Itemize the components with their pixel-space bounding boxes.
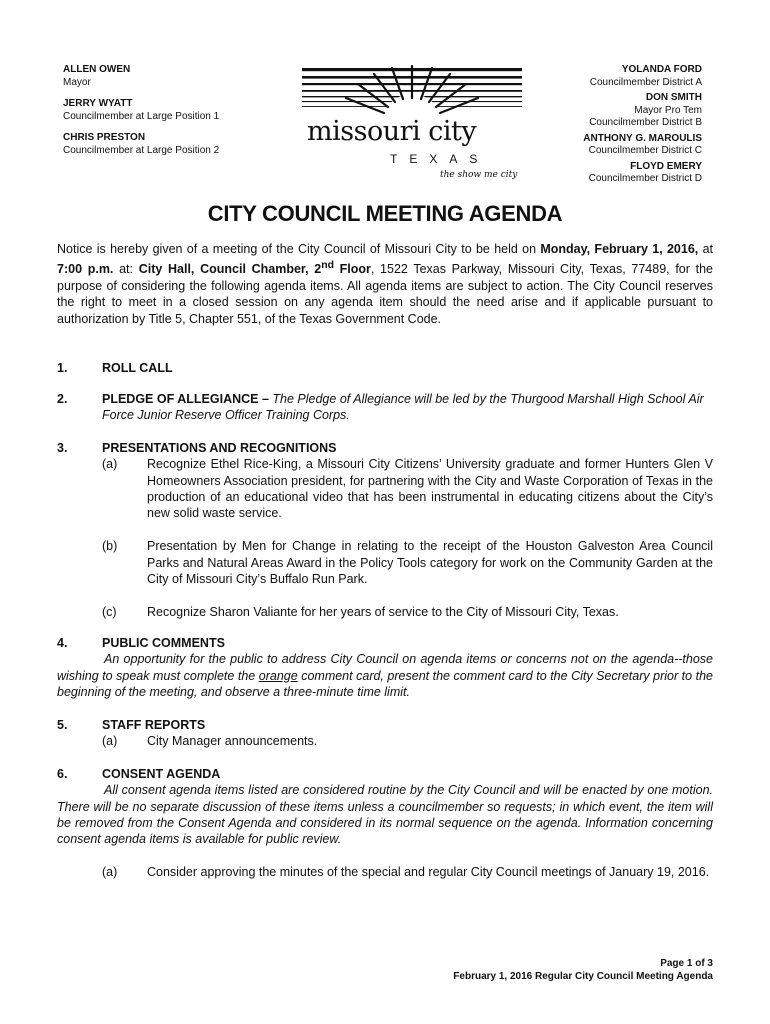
sub-item <box>57 604 713 620</box>
agenda-item <box>57 766 713 881</box>
council-right-column <box>482 64 702 186</box>
sub-item-text: City Manager announcements. <box>147 734 318 749</box>
sub-item-letter: (a) <box>102 865 118 880</box>
item-description-text: comment card, present the comment card to the City Secretary prior to the beginning of the meeting, and observe a three-minute time limit. <box>57 668 713 699</box>
sub-item-text: Recognize Sharon Valiante for her years of service to the City of Missouri City, Texas. <box>147 605 619 620</box>
council-member <box>482 161 702 186</box>
item-heading: PRESENTATIONS AND RECOGNITIONS <box>102 441 337 455</box>
council-member <box>63 132 293 157</box>
meeting-time: 7:00 p.m. <box>57 261 114 276</box>
sub-item-letter: (a) <box>102 734 118 749</box>
agenda-item <box>57 360 713 376</box>
page-title: CITY COUNCIL MEETING AGENDA <box>207 201 563 226</box>
member-name: ALLEN OWEN <box>63 64 131 75</box>
sub-item-text: Presentation by Men for Change in relating to the receipt of the Houston Galveston Area Council Parks and Natural Areas Award in the Policy Tools category for work on the Community Garden at the City of Missouri City’s Buffalo Run Park. <box>147 539 713 587</box>
council-member <box>482 92 702 130</box>
notice-text: Notice is hereby given of a meeting of the City Council of Missouri City to be held on <box>57 242 541 256</box>
notice-text: , 1522 Texas Parkway, Missouri City, Texas, 77489, for the purpose of considering the following agenda items. All agenda items are subject to action. The City Council reserves the right to meet in a closed session on any agenda item should the need arise and if applicable pursuant to authorization by Title 5, Chapter 551, of the Texas Government Code. <box>57 261 713 326</box>
item-number: 6. <box>57 767 68 781</box>
council-member <box>63 98 293 123</box>
sub-item-text: Recognize Ethel Rice-King, a Missouri City Citizens’ University graduate and former Hunters Glen V Homeowners Association president, for partnering with the City and Waste Corporation of Texas in the production of an educational video that has been instrumental in educating citizens about the City’s new solid waste service. <box>147 457 713 521</box>
item-heading: ROLL CALL <box>102 361 173 375</box>
item-heading: PUBLIC COMMENTS <box>102 636 225 650</box>
meeting-place <box>138 259 371 276</box>
member-name: JERRY WYATT <box>63 98 133 109</box>
agenda-item <box>57 440 713 621</box>
item-heading: PLEDGE OF ALLEGIANCE – <box>102 392 269 406</box>
member-role: Councilmember District C <box>588 145 702 156</box>
council-member <box>482 64 702 89</box>
item-description: All consent agenda items listed are considered routine by the City Council and will be enacted by one motion. There will be no separate discussion of these items unless a councilmember so requests; in which event, the item will be removed from the Consent Agenda and considered in its normal sequence on the agenda. Information concerning consent agenda items is available for public review. <box>57 783 713 847</box>
sub-item-letter: (a) <box>102 457 118 472</box>
item-number: 3. <box>57 441 68 455</box>
item-number: 4. <box>57 636 68 650</box>
page-footer <box>453 957 713 983</box>
sub-item <box>57 538 713 587</box>
member-role-secondary: Councilmember District B <box>589 117 702 128</box>
agenda-item <box>57 717 713 750</box>
council-left-column <box>63 64 293 166</box>
member-role: Councilmember at Large Position 2 <box>63 144 220 156</box>
sub-item-text: Consider approving the minutes of the special and regular City Council meetings of January 19, 2016. <box>147 865 710 880</box>
item-heading: CONSENT AGENDA <box>102 767 221 781</box>
sub-item <box>57 864 713 880</box>
item-number: 2. <box>57 392 68 406</box>
member-name: YOLANDA FORD <box>621 64 702 75</box>
item-description-text: An opportunity for the public to address City Council on agenda items or concerns not on the agenda--those wishing to speak must complete the <box>57 652 713 683</box>
member-role: Councilmember District D <box>588 173 702 184</box>
member-role: Mayor <box>63 76 91 88</box>
notice-text: at: <box>113 261 139 276</box>
item-description: The Pledge of Allegiance will be led by the Thurgood Marshall High School Air Force Junior Reserve Officer Training Corps. <box>102 392 704 423</box>
meeting-place-floor: Floor <box>333 261 371 276</box>
logo-state: TEXAS <box>390 152 490 166</box>
orange-card-text: orange <box>258 668 298 683</box>
member-name: CHRIS PRESTON <box>63 132 146 143</box>
sub-item-letter: (b) <box>102 539 118 554</box>
footer-meeting: February 1, 2016 Regular City Council Meeting Agenda <box>453 971 713 982</box>
notice-text: at <box>698 242 714 256</box>
item-body <box>57 391 713 424</box>
member-name: DON SMITH <box>645 92 702 103</box>
meeting-place-sup: nd <box>321 259 334 271</box>
item-number: 1. <box>57 361 68 375</box>
logo-wordmark: missouri city <box>307 116 477 147</box>
meeting-date: Monday, February 1, 2016, <box>540 242 699 256</box>
meeting-notice <box>57 241 713 328</box>
member-role: Councilmember District A <box>589 76 702 88</box>
logo-tagline: the show me city <box>440 170 518 180</box>
sub-item-letter: (c) <box>102 605 117 620</box>
member-name: ANTHONY G. MAROULIS <box>583 132 702 144</box>
member-name: FLOYD EMERY <box>630 160 702 172</box>
sub-item <box>57 733 713 749</box>
member-role: Councilmember at Large Position 1 <box>63 110 220 122</box>
item-heading: STAFF REPORTS <box>102 718 206 732</box>
page-number: Page 1 of 3 <box>660 958 713 969</box>
agenda-item <box>57 635 713 700</box>
agenda-item <box>57 391 713 424</box>
item-number: 5. <box>57 718 68 732</box>
member-role: Mayor Pro Tem <box>634 104 702 116</box>
meeting-place-text: City Hall, Council Chamber, 2 <box>138 261 322 276</box>
item-description <box>57 651 713 700</box>
council-member <box>63 64 293 89</box>
sub-item <box>57 456 713 521</box>
council-member <box>482 133 702 158</box>
